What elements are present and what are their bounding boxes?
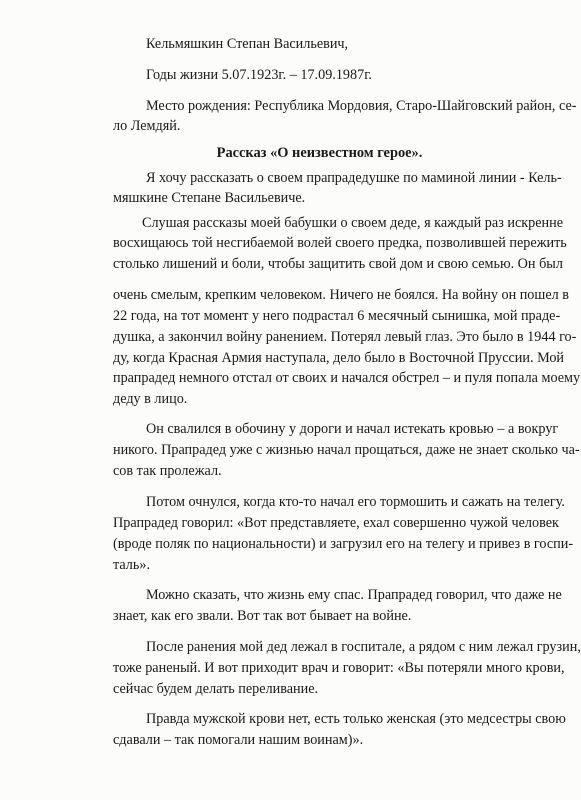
- body-line: Прапрадед говорил: «Вот представляете, ехал совершенно чужой человек: [113, 515, 559, 531]
- body-line: сов так пролежал.: [113, 463, 222, 479]
- body-line: очень смелым, крепким человеком. Ничего не боялся. На войну он пошел в: [113, 287, 569, 303]
- body-line: мяшкине Степане Васильевиче.: [113, 190, 306, 206]
- body-line: душка, а закончил войну ранением. Потерял левый глаз. Это было в 1944 го-: [113, 329, 577, 345]
- body-line: восхищаюсь той несгибаемой волей своего предка, позволившей пережить: [113, 235, 567, 251]
- story-title: Рассказ «О неизвестном герое».: [216, 145, 423, 161]
- person-name: Кельмяшкин Степан Васильевич,: [146, 36, 349, 52]
- body-line: прапрадед немного отстал от своих и начался обстрел – и пуля попала моему: [113, 370, 581, 386]
- body-line: 22 года, на тот момент у него подрастал 6 месячный сынишка, мой праде-: [113, 308, 561, 324]
- life-years: Годы жизни 5.07.1923г. – 17.09.1987г.: [146, 67, 372, 83]
- body-line: сдавали – так помогали нашим воинам)».: [113, 732, 364, 748]
- body-line: Потом очнулся, когда кто-то начал его тормошить и сажать на телегу.: [146, 494, 565, 510]
- body-line: Он свалился в обочину у дороги и начал истекать кровью – а вокруг: [146, 421, 559, 437]
- body-line: ду, когда Красная Армия наступала, дело было в Восточной Пруссии. Мой: [113, 350, 565, 366]
- body-line: деду в лицо.: [113, 391, 188, 407]
- body-line: тоже раненый. И вот приходит врач и говорит: «Вы потеряли много крови,: [113, 660, 565, 676]
- body-line: Я хочу рассказать о своем прапрадедушке по маминой линии - Кель-: [146, 170, 562, 186]
- body-line: таль».: [113, 557, 150, 573]
- body-line: (вроде поляк по национальности) и загрузил его на телегу и привез в госпи-: [113, 536, 574, 552]
- birthplace-line-2: ло Лемдяй.: [113, 118, 181, 134]
- body-line: сейчас будем делать переливание.: [113, 681, 319, 697]
- body-line: никого. Прапрадед уже с жизнью начал прощаться, даже не знает сколько ча-: [113, 442, 580, 458]
- body-line: После ранения мой дед лежал в госпитале, а рядом с ним лежал грузин,: [146, 639, 581, 655]
- body-line: столько лишений и боли, чтобы защитить свой дом и свою семью. Он был: [113, 256, 563, 272]
- birthplace-line-1: Место рождения: Республика Мордовия, Старо-Шайговский район, се-: [146, 98, 577, 114]
- body-line: Правда мужской крови нет, есть только женская (это медсестры свою: [146, 711, 566, 727]
- body-line: знает, как его звали. Вот так вот бывает на войне.: [113, 608, 412, 624]
- body-line: Слушая рассказы моей бабушки о своем деде, я каждый раз искренне: [142, 215, 564, 231]
- body-line: Можно сказать, что жизнь ему спас. Прапрадед говорил, что даже не: [146, 587, 562, 603]
